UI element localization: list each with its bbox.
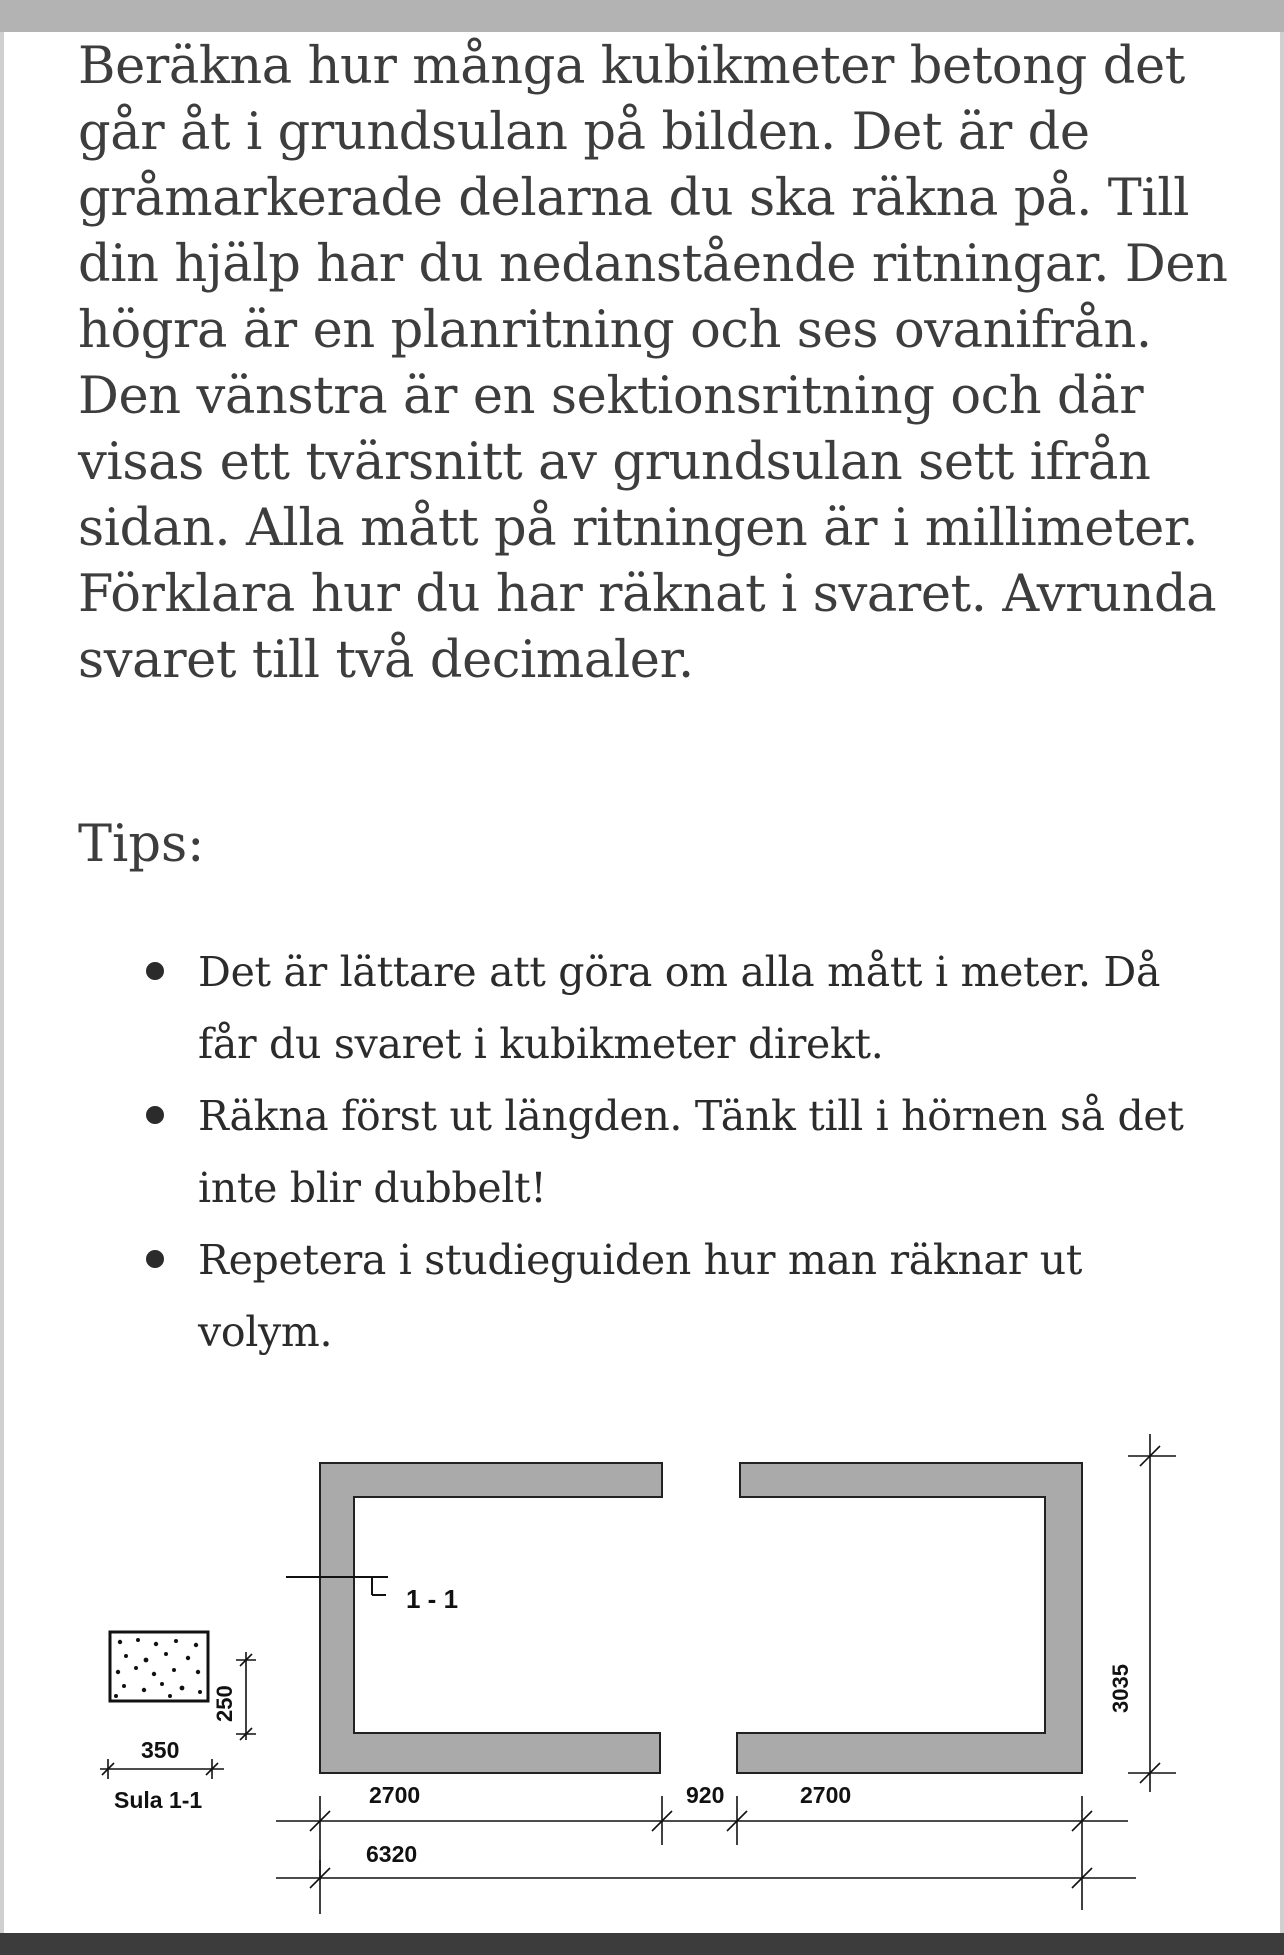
height-label: 3035 — [1108, 1664, 1133, 1713]
tips-title: Tips: — [78, 815, 205, 874]
section-marker-label: 1 - 1 — [406, 1584, 459, 1614]
section-height-label: 250 — [212, 1685, 237, 1722]
task-text: Beräkna hur många kubikmeter betong det går åt i grundsulan på bilden. Det är de gråmarkerade delarna du ska räkna på. Till din hjälp har du nedanstående ritningar. Den högra är en planritning och ses ovanifrån. Den vänstra är en sektionsritning och där visas ett tvärsnitt av grundsulan sett ifrån sidan. Alla mått på ritningen är i millimeter. Förklara hur du har räknat i svaret. Avrunda svaret till två decimaler. — [78, 37, 1228, 690]
dim-total-label: 6320 — [366, 1841, 418, 1867]
section-detail — [100, 1632, 256, 1813]
section-caption: Sula 1-1 — [114, 1787, 203, 1813]
width-dimension-total — [276, 1841, 1136, 1914]
tips-list — [198, 936, 1218, 1368]
top-bar — [0, 0, 1284, 32]
dim-left-label: 2700 — [369, 1782, 421, 1808]
tip-item — [198, 1224, 1218, 1368]
bullet-icon — [146, 962, 164, 980]
bullet-icon — [146, 1250, 164, 1268]
tip-text: Räkna först ut längden. Tänk till i hörnen så det inte blir dubbelt! — [198, 1092, 1184, 1212]
tip-item — [198, 936, 1218, 1080]
tip-text: Repetera i studieguiden hur man räknar ut volym. — [198, 1236, 1083, 1356]
dim-right-label: 2700 — [800, 1782, 852, 1808]
foundation-drawing — [0, 1400, 1284, 1930]
height-dimension — [1108, 1434, 1176, 1792]
section-width-label: 350 — [141, 1737, 180, 1763]
bullet-icon — [146, 1106, 164, 1124]
plan-left-footing — [320, 1463, 662, 1773]
tip-item — [198, 1080, 1218, 1224]
plan-right-footing — [737, 1463, 1082, 1773]
bottom-bar — [0, 1933, 1284, 1955]
section-marker — [286, 1577, 458, 1614]
dim-gap-label: 920 — [686, 1782, 725, 1808]
tip-text: Det är lättare att göra om alla mått i meter. Då får du svaret i kubikmeter direkt. — [198, 948, 1161, 1068]
